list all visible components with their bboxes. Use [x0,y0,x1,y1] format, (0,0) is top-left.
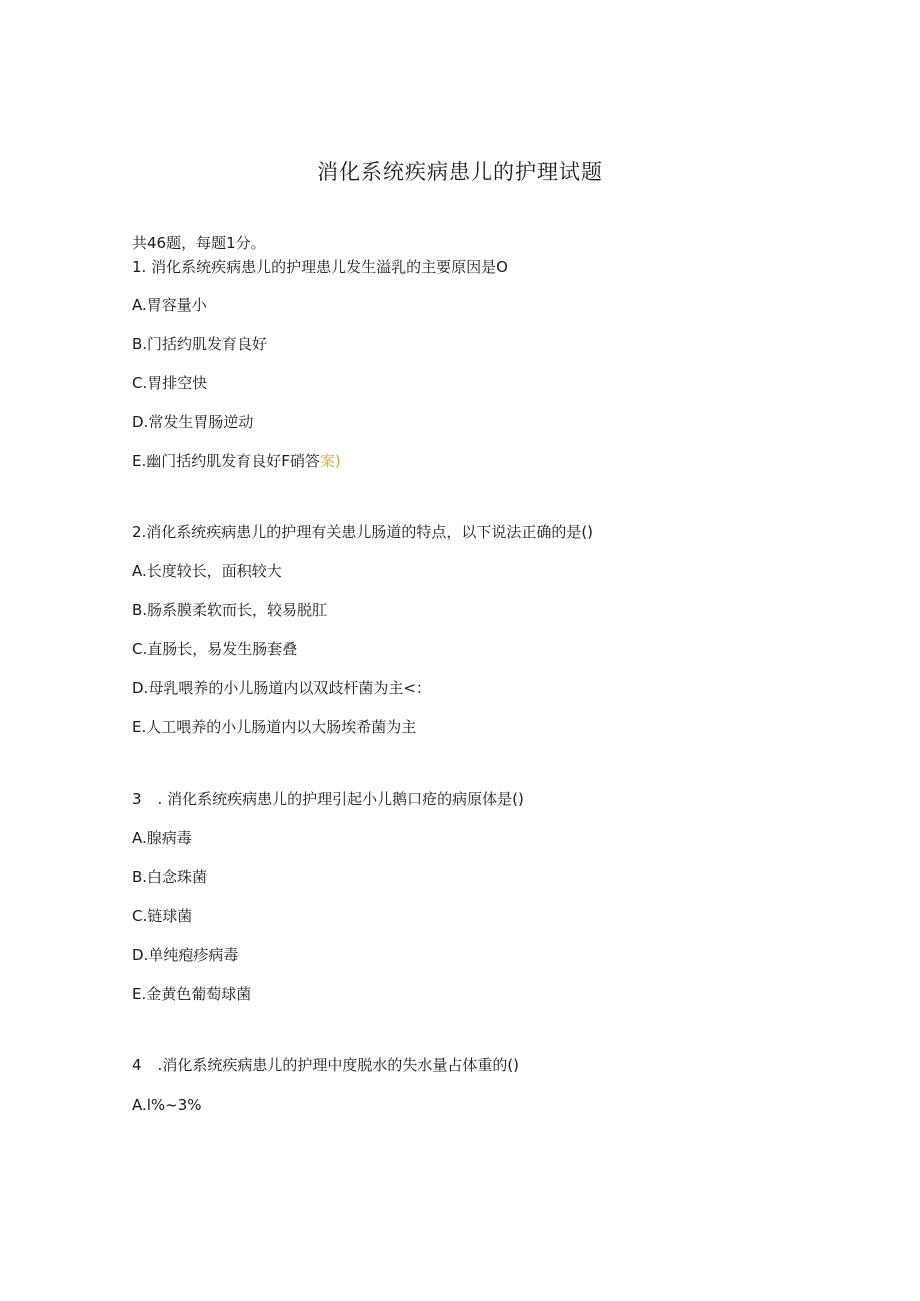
question-1-option-e [132,450,341,472]
question-1-option-c: C.胃排空快 [132,374,208,392]
question-3-option-c: C.链球菌 [132,907,193,925]
question-1-option-d: D.常发生胃肠逆动 [132,413,254,431]
question-4-option-a: A.l%~3% [132,1096,202,1114]
question-3-number: 3 [132,790,142,808]
question-3-option-e: E.金黄色葡萄球菌 [132,985,252,1003]
question-3-stem [132,788,524,810]
question-2-option-a: A.长度较长，面积较大 [132,562,282,580]
question-3-option-b: B.白念珠菌 [132,868,208,886]
question-2-stem: 2.消化系统疾病患儿的护理有关患儿肠道的特点，以下说法正确的是() [132,523,594,541]
question-1-stem: 1. 消化系统疾病患儿的护理患儿发生溢乳的主要原因是O [132,258,508,276]
exam-intro: 共46题，每题1分。 [132,234,266,252]
question-3-option-d: D.单纯疱疹病毒 [132,946,239,964]
question-1-option-b: B.门括约肌发育良好 [132,335,268,353]
question-4-number: 4 [132,1056,142,1074]
document-title: 消化系统疾病患儿的护理试题 [317,160,603,184]
question-4-text: .消化系统疾病患儿的护理中度脱水的失水量占体重的() [157,1056,520,1074]
question-4-stem [132,1054,519,1076]
question-2-option-d: D.母乳喂养的小儿肠道内以双歧杆菌为主<： [132,679,431,697]
question-1-option-e-text: E.幽门括约肌发育良好F硝答 [132,452,320,470]
question-3-text: . 消化系统疾病患儿的护理引起小儿鹅口疮的病原体是() [157,790,524,808]
question-2-option-e: E.人工喂养的小儿肠道内以大肠埃希菌为主 [132,718,417,736]
question-1-option-a: A.胃容量小 [132,296,207,314]
question-2-option-b: B.肠系膜柔软而长，较易脱肛 [132,601,328,619]
question-2-option-c: C.直肠长，易发生肠套叠 [132,640,298,658]
question-3-option-a: A.腺病毒 [132,829,192,847]
question-1-option-e-tail: 案) [319,452,341,470]
